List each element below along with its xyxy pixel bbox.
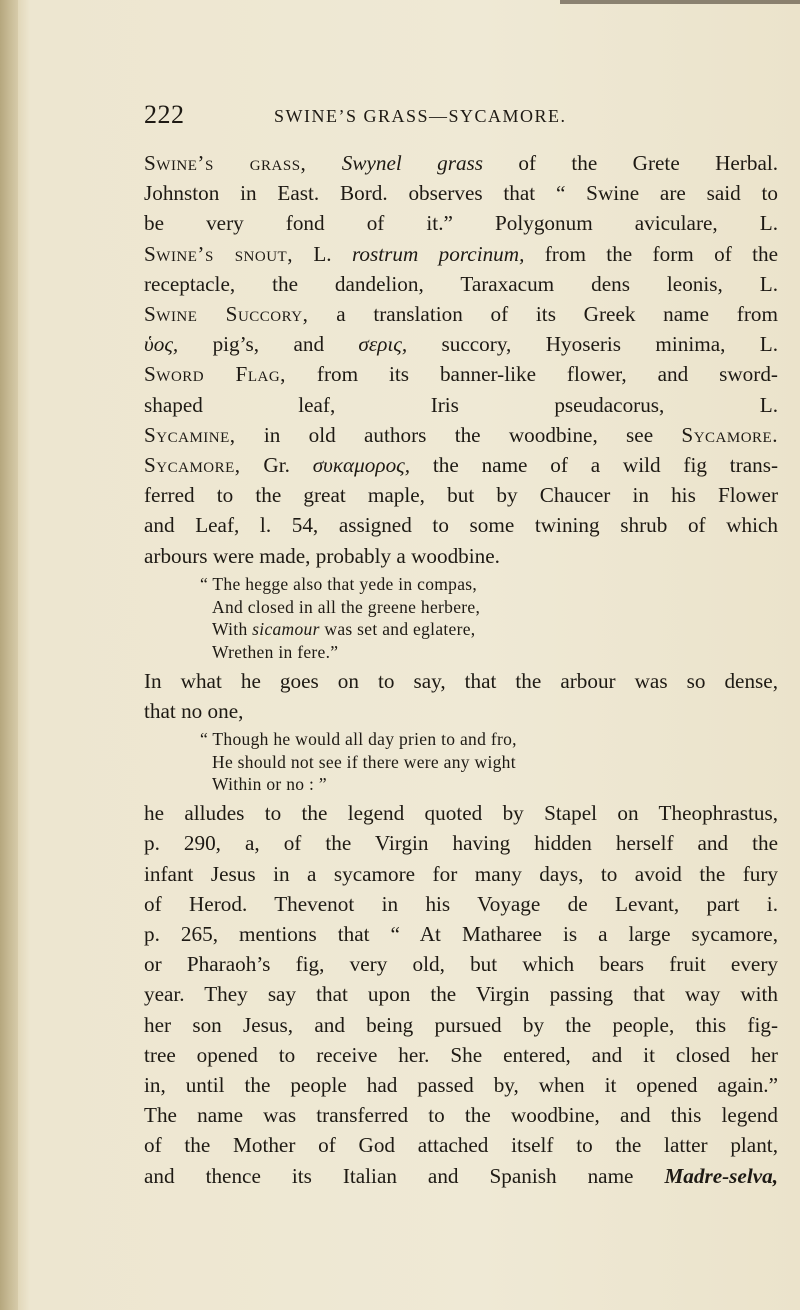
page-number: 222 — [144, 100, 185, 129]
page-gutter-shadow — [0, 0, 18, 1310]
verse-line: “ The hegge also that yede in compas, — [200, 573, 478, 594]
text-line: of the Mother of God attached itself to the latter plant, — [144, 1133, 778, 1158]
text-line: ὑος, pig’s, and σερις, succory, Hyoseris minima, L. — [144, 332, 779, 357]
text-line: Swine Succory, a translation of its Greek name from — [144, 302, 778, 327]
text-line: in, until the people had passed by, when it opened again.” — [144, 1073, 778, 1097]
spanish-name: Madre-selva, — [664, 1163, 778, 1188]
running-head: SWINE’S GRASS—SYCAMORE. — [274, 106, 567, 126]
text-line: Swine’s grass, Swynel grass of the Grete Herbal. — [144, 151, 779, 175]
verse-line: And closed in all the greene herbere, — [212, 596, 481, 617]
text-line: that no one, — [144, 698, 244, 723]
top-edge-rule — [560, 0, 800, 4]
verse-quotation — [144, 573, 778, 664]
text-line: p. 265, mentions that “ At Matharee is a large sycamore, — [144, 921, 778, 946]
entry-headword: Sword Flag, — [144, 362, 286, 387]
verse-line: With sicamour was set and eglatere, — [212, 619, 476, 640]
verse-line: Wrethen in fere.” — [212, 641, 339, 662]
botanical-name: Polygonum aviculare, L. — [494, 211, 779, 236]
verse-line: He should not see if there were any wight — [212, 751, 516, 772]
page-header — [0, 100, 800, 140]
greek-word: ὑος, — [144, 332, 179, 357]
greek-word: σερις, — [358, 332, 408, 357]
text-line: Swine’s snout, L. rostrum porcinum, from the form of the — [144, 241, 778, 266]
body-text — [144, 148, 778, 1191]
text-line: receptacle, the dandelion, Taraxacum dens leonis, L. — [144, 271, 778, 296]
text-line: Sycamore, Gr. συκαμορος, the name of a wild fig trans- — [144, 453, 779, 478]
text-line: ferred to the great maple, but by Chaucer in his Flower — [144, 483, 778, 508]
text-line: of Herod. Thevenot in his Voyage de Levant, part i. — [144, 891, 778, 916]
verse-quotation — [144, 728, 778, 796]
entry-headword: Sycamine, — [144, 422, 236, 447]
text-line: year. They say that upon the Virgin passing that way with — [144, 982, 778, 1007]
text-line: tree opened to receive her. She entered, and it closed her — [144, 1042, 778, 1067]
text-line: shaped leaf, Iris pseudacorus, L. — [144, 392, 778, 417]
cross-reference: Sycamore. — [681, 422, 778, 447]
verse-line: Within or no : ” — [212, 774, 327, 795]
botanical-name: Taraxacum dens leonis, L. — [460, 271, 778, 296]
entry-italic: rostrum porcinum, — [351, 241, 525, 266]
text-line: or Pharaoh’s fig, very old, but which bears fruit every — [144, 952, 778, 977]
botanical-name: Hyoseris minima, L. — [545, 332, 779, 357]
entry-headword: Swine Succory, — [144, 302, 309, 327]
text-line: be very fond of it.” Polygonum aviculare, L. — [144, 211, 779, 236]
entry-headword: Sycamore, — [144, 453, 241, 478]
text-line: and thence its Italian and Spanish name Madre-selva, — [144, 1163, 778, 1188]
entry-headword: Swine’s grass, — [144, 151, 307, 175]
verse-italic: sicamour — [252, 619, 320, 640]
text-line: arbours were made, probably a woodbine. — [144, 543, 500, 568]
text-line: he alludes to the legend quoted by Stapel on Theophrastus, — [144, 801, 778, 826]
text-line: Sycamine, in old authors the woodbine, see Sycamore. — [144, 422, 778, 447]
text-line: Sword Flag, from its banner-like flower, and sword- — [144, 362, 778, 387]
text-line: p. 290, a, of the Virgin having hidden herself and the — [144, 831, 778, 856]
text-line: Johnston in East. Bord. observes that “ Swine are said to — [144, 181, 778, 206]
text-line: her son Jesus, and being pursued by the people, this fig- — [144, 1012, 778, 1037]
entry-italic: Swynel grass — [341, 151, 484, 175]
text-line: and Leaf, l. 54, assigned to some twining shrub of which — [144, 513, 778, 538]
botanical-name: Iris pseudacorus, L. — [430, 392, 778, 417]
entry-headword: Swine’s snout, — [144, 241, 293, 266]
text-line: In what he goes on to say, that the arbour was so dense, — [144, 668, 778, 693]
greek-word: συκαμορος, — [312, 453, 411, 478]
text-line: The name was transferred to the woodbine, and this legend — [144, 1103, 778, 1128]
verse-line: “ Though he would all day prien to and fro, — [200, 729, 517, 750]
text-line: infant Jesus in a sycamore for many days, to avoid the fury — [144, 861, 778, 886]
